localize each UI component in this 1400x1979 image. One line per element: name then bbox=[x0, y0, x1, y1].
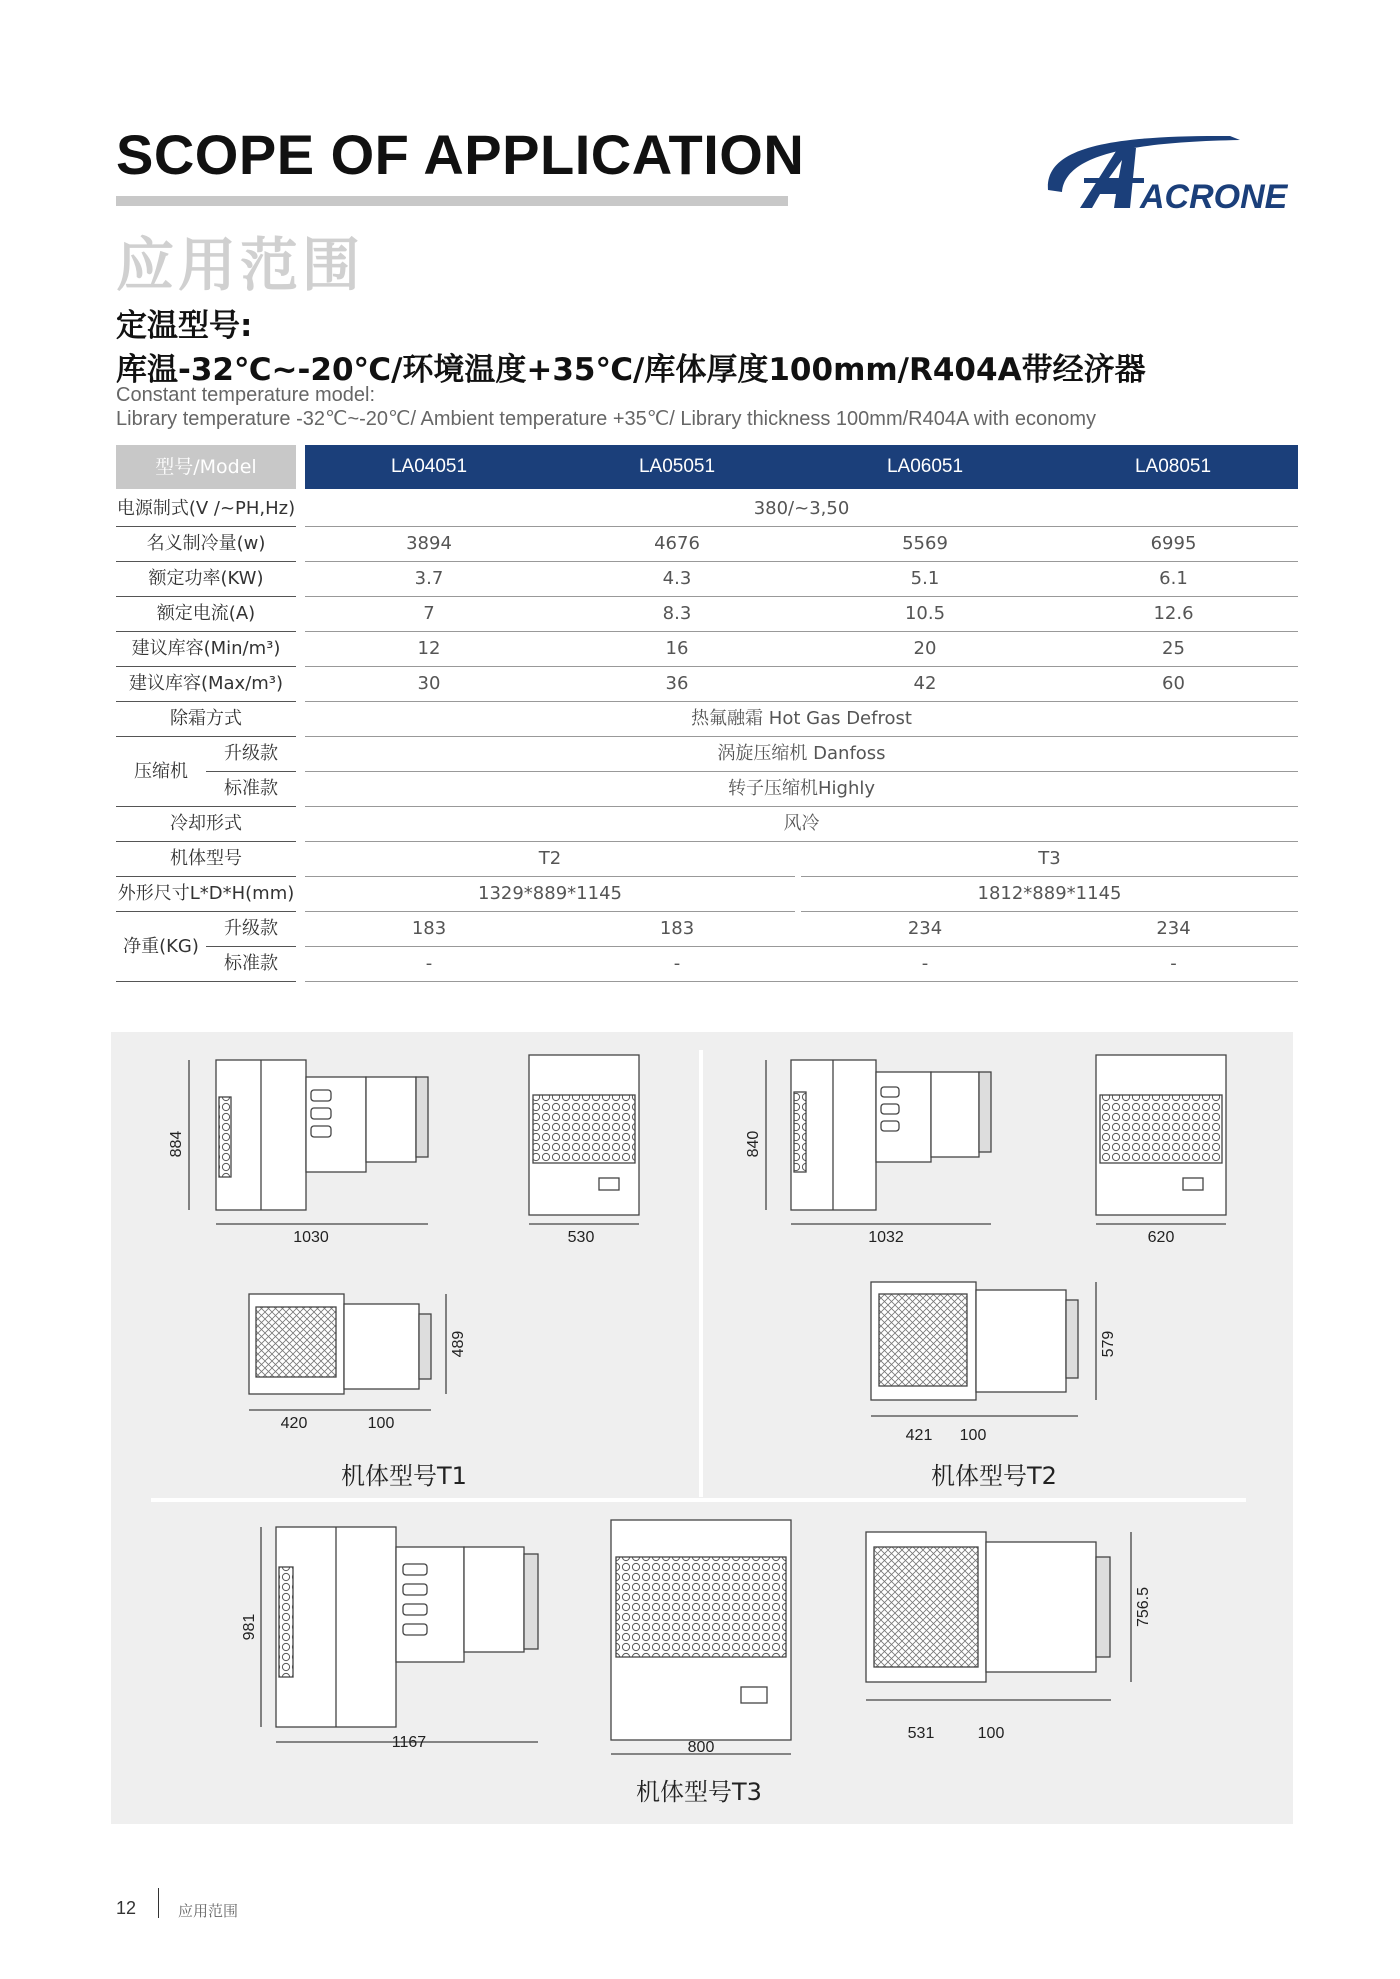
row-value: - bbox=[305, 947, 553, 982]
row-label: 除霜方式 bbox=[116, 702, 296, 737]
t2-depth-dim: 620 bbox=[1147, 1229, 1175, 1246]
row-value: 183 bbox=[305, 912, 553, 947]
header-model-cell: LA04051 bbox=[390, 456, 468, 477]
row-value: 1812*889*1145 bbox=[801, 877, 1298, 912]
t3-side-view bbox=[611, 1520, 791, 1754]
row-sub-label: 标准款 bbox=[206, 772, 296, 807]
acrone-logo bbox=[1040, 130, 1300, 220]
row-value: 42 bbox=[801, 667, 1049, 702]
row-value: 1329*889*1145 bbox=[305, 877, 795, 912]
row-value: 25 bbox=[1049, 632, 1298, 667]
t1-caption: 机体型号T1 bbox=[341, 1462, 467, 1490]
row-label: 建议库容(Max/m³) bbox=[116, 667, 296, 702]
row-label: 机体型号 bbox=[116, 842, 296, 877]
row-value: 4.3 bbox=[553, 562, 801, 597]
row-value: 380/~3,50 bbox=[305, 492, 1298, 527]
row-value: - bbox=[1049, 947, 1298, 982]
t2-top-view bbox=[871, 1282, 1096, 1416]
row-value: 10.5 bbox=[801, 597, 1049, 632]
header-model-cell: LA05051 bbox=[638, 456, 716, 477]
row-value: 4676 bbox=[553, 527, 801, 562]
row-value: 20 bbox=[801, 632, 1049, 667]
t2-caption: 机体型号T2 bbox=[931, 1462, 1057, 1490]
row-label: 名义制冷量(w) bbox=[116, 527, 296, 562]
row-value: 60 bbox=[1049, 667, 1298, 702]
t1-depth-dim: 530 bbox=[567, 1229, 595, 1246]
t2-height-dim: 840 bbox=[745, 1130, 762, 1158]
footer-divider bbox=[158, 1888, 159, 1918]
table-row bbox=[116, 667, 1298, 702]
row-value: 36 bbox=[553, 667, 801, 702]
row-value: 30 bbox=[305, 667, 553, 702]
row-value: 3.7 bbox=[305, 562, 553, 597]
t3-length-dim: 1167 bbox=[391, 1734, 427, 1751]
header-model-bar bbox=[305, 445, 1298, 489]
subtitle-cn-2: 库温-32℃~-20℃/环境温度+35℃/库体厚度100mm/R404A带经济器 bbox=[116, 352, 1146, 388]
row-sub-label: 升级款 bbox=[206, 912, 296, 947]
t3-top-w1-dim: 531 bbox=[907, 1725, 935, 1742]
t2-length-dim: 1032 bbox=[868, 1229, 904, 1246]
table-row bbox=[116, 527, 1298, 562]
row-value: 234 bbox=[801, 912, 1049, 947]
row-value: T3 bbox=[801, 842, 1298, 877]
row-sub-label: 升级款 bbox=[206, 737, 296, 772]
page-number: 12 bbox=[116, 1898, 137, 1918]
row-label: 外形尺寸L*D*H(mm) bbox=[116, 877, 296, 912]
table-row bbox=[116, 807, 1298, 842]
table-row-group bbox=[116, 912, 1298, 982]
page-title-cn: 应用范围 bbox=[116, 231, 365, 299]
table-row bbox=[116, 702, 1298, 737]
row-value: T2 bbox=[305, 842, 795, 877]
row-value: 转子压缩机Highly bbox=[305, 772, 1298, 807]
table-row bbox=[116, 877, 1298, 912]
row-value: 7 bbox=[305, 597, 553, 632]
row-value: 风冷 bbox=[305, 807, 1298, 842]
row-label: 电源制式(V /~PH,Hz) bbox=[116, 492, 296, 527]
subtitle-en-2: Library temperature -32℃~-20℃/ Ambient temperature +35℃/ Library thickness 100mm/R404A with economy bbox=[116, 408, 1097, 430]
t3-height-dim: 981 bbox=[241, 1613, 258, 1641]
row-value: 183 bbox=[553, 912, 801, 947]
row-value: 涡旋压缩机 Danfoss bbox=[305, 737, 1298, 772]
row-value: 6.1 bbox=[1049, 562, 1298, 597]
table-row bbox=[116, 492, 1298, 527]
subtitle-cn-1: 定温型号: bbox=[116, 308, 253, 344]
row-label: 冷却形式 bbox=[116, 807, 296, 842]
row-value: 热氟融霜 Hot Gas Defrost bbox=[305, 702, 1298, 737]
row-value: 6995 bbox=[1049, 527, 1298, 562]
footer-section: 应用范围 bbox=[178, 1902, 239, 1920]
t3-top-w2-dim: 100 bbox=[977, 1725, 1005, 1742]
drawings-panel bbox=[111, 1032, 1293, 1824]
row-group-label: 净重(KG) bbox=[116, 912, 206, 982]
t3-caption: 机体型号T3 bbox=[636, 1778, 762, 1806]
t2-top-w1-dim: 421 bbox=[905, 1427, 933, 1444]
t1-top-w1-dim: 420 bbox=[280, 1415, 308, 1432]
table-row-group bbox=[116, 737, 1298, 807]
t3-top-view bbox=[866, 1532, 1131, 1700]
row-value: 12 bbox=[305, 632, 553, 667]
t3-top-height-dim: 756.5 bbox=[1135, 1586, 1152, 1628]
table-row bbox=[116, 842, 1298, 877]
t1-top-w2-dim: 100 bbox=[367, 1415, 395, 1432]
row-value: 234 bbox=[1049, 912, 1298, 947]
row-label: 额定功率(KW) bbox=[116, 562, 296, 597]
title-underline bbox=[116, 196, 788, 206]
header-model-cell: LA06051 bbox=[886, 456, 964, 477]
page-title: SCOPE OF APPLICATION bbox=[116, 123, 805, 186]
row-value: 5569 bbox=[801, 527, 1049, 562]
header-model-cell: LA08051 bbox=[1134, 456, 1212, 477]
t1-length-dim: 1030 bbox=[293, 1229, 329, 1246]
row-value: 8.3 bbox=[553, 597, 801, 632]
row-label: 建议库容(Min/m³) bbox=[116, 632, 296, 667]
t3-depth-dim: 800 bbox=[687, 1739, 715, 1756]
row-value: - bbox=[801, 947, 1049, 982]
header-model-label: 型号/Model bbox=[116, 445, 296, 489]
t2-top-height-dim: 579 bbox=[1100, 1330, 1117, 1358]
t2-side-view bbox=[1096, 1055, 1226, 1224]
logo-text: ACRONE bbox=[1140, 178, 1288, 216]
row-value: 16 bbox=[553, 632, 801, 667]
t3-front-view bbox=[261, 1527, 538, 1742]
row-value: 5.1 bbox=[801, 562, 1049, 597]
row-value: - bbox=[553, 947, 801, 982]
row-value: 3894 bbox=[305, 527, 553, 562]
row-label: 额定电流(A) bbox=[116, 597, 296, 632]
table-row bbox=[116, 562, 1298, 597]
table-row bbox=[116, 597, 1298, 632]
technical-drawings bbox=[111, 1032, 1293, 1824]
table-row bbox=[116, 632, 1298, 667]
row-group-label: 压缩机 bbox=[116, 737, 206, 807]
row-value: 12.6 bbox=[1049, 597, 1298, 632]
t1-side-view bbox=[529, 1055, 639, 1224]
t1-top-view bbox=[249, 1294, 446, 1410]
t1-front-view bbox=[189, 1060, 428, 1224]
t1-height-dim: 884 bbox=[168, 1130, 185, 1158]
t1-top-height-dim: 489 bbox=[450, 1330, 467, 1358]
row-sub-label: 标准款 bbox=[206, 947, 296, 982]
t2-top-w2-dim: 100 bbox=[959, 1427, 987, 1444]
subtitle-en-1: Constant temperature model: bbox=[116, 384, 376, 406]
t2-front-view bbox=[766, 1060, 991, 1224]
